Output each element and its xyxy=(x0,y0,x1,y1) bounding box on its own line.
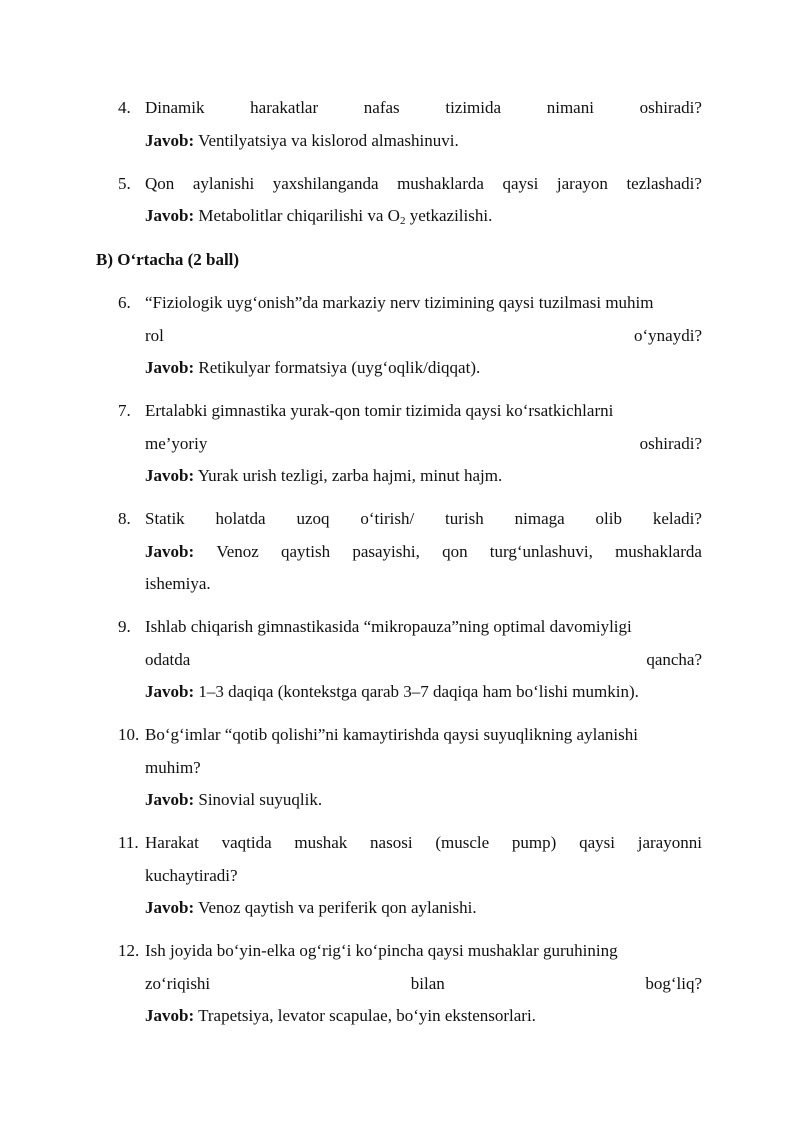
question-number: 10. xyxy=(118,725,140,744)
question-text-line-2: odatda qancha? xyxy=(145,650,702,669)
question-number: 6. xyxy=(118,293,131,312)
answer-label: Javob: xyxy=(145,358,195,377)
answer-label: Javob: xyxy=(145,790,195,809)
question-number: 8. xyxy=(118,509,131,528)
answer-text: Trapetsiya, levator scapulae, bo‘yin ekstensorlari. xyxy=(198,1006,536,1025)
answer-text: Ventilyatsiya va kislorod almashinuvi. xyxy=(198,131,459,150)
question-number: 11. xyxy=(118,833,139,852)
answer-label: Javob: xyxy=(145,466,195,485)
answer xyxy=(145,790,702,810)
question-text-line-1: Harakat vaqtida mushak nasosi (muscle pump) qaysi jarayonni xyxy=(145,833,702,852)
answer xyxy=(145,131,702,151)
question-text-line-2: zo‘riqishi bilan bog‘liq? xyxy=(145,974,702,993)
answer-label: Javob: xyxy=(145,542,195,561)
answer-text-continued: ishemiya. xyxy=(145,574,211,593)
question-text-line-2: kuchaytiradi? xyxy=(145,866,238,885)
question-number: 9. xyxy=(118,617,131,636)
answer-label: Javob: xyxy=(145,1006,195,1025)
answer-text: Venoz qaytish va periferik qon aylanishi. xyxy=(198,898,477,917)
question-text-line-1: “Fiziologik uyg‘onish”da markaziy nerv tizimining qaysi tuzilmasi muhim xyxy=(145,293,654,312)
question-text-line-1: Ertalabki gimnastika yurak-qon tomir tizimida qaysi ko‘rsatkichlarni xyxy=(145,401,614,420)
question-number: 4. xyxy=(118,98,131,117)
question-text-line-1: Bo‘g‘imlar “qotib qolishi”ni kamaytirishda qaysi suyuqlikning aylanishi xyxy=(145,725,638,744)
answer-text: Metabolitlar chiqarilishi va $O_2$ yetkazilishi. xyxy=(198,206,493,227)
question-text-line-2: muhim? xyxy=(145,758,201,777)
answer-label: Javob: xyxy=(145,898,195,917)
answer xyxy=(145,682,702,702)
answer xyxy=(145,358,702,378)
answer-text: Sinovial suyuqlik. xyxy=(198,790,323,809)
question-number: 7. xyxy=(118,401,131,420)
answer-label: Javob: xyxy=(145,131,195,150)
answer xyxy=(145,466,702,486)
question-number: 5. xyxy=(118,174,131,193)
answer xyxy=(145,1006,702,1026)
question-text-line-2: rol o‘ynaydi? xyxy=(145,326,702,345)
answer-label: Javob: xyxy=(145,206,195,225)
question-number: 12. xyxy=(118,941,140,960)
question-text-line-2: me’yoriy oshiradi? xyxy=(145,434,702,453)
answer-text: Yurak urish tezligi, zarba hajmi, minut hajm. xyxy=(197,466,503,485)
question-text-line-1: Ish joyida bo‘yin-elka og‘rig‘i ko‘pincha qaysi mushaklar guruhining xyxy=(145,941,618,960)
answer-label: Javob: xyxy=(145,682,195,701)
question-text: Statik holatda uzoq o‘tirish/ turish nimaga olib keladi? xyxy=(145,509,702,528)
answer: Javob: Venoz qaytish pasayishi, qon turg‘unlashuvi, mushaklarda xyxy=(145,542,702,561)
answer xyxy=(145,206,702,226)
answer-text: 1–3 daqiqa (kontekstga qarab 3–7 daqiqa ham bo‘lishi mumkin). xyxy=(198,682,639,701)
question-text: Dinamik harakatlar nafas tizimida nimani oshiradi? xyxy=(145,98,702,117)
answer-text: Retikulyar formatsiya (uyg‘oqlik/diqqat). xyxy=(198,358,481,377)
section-heading: B) O‘rtacha (2 ball) xyxy=(96,250,240,269)
question-text: Qon aylanishi yaxshilanganda mushaklarda qaysi jarayon tezlashadi? xyxy=(145,174,702,193)
answer xyxy=(145,898,702,918)
question-text-line-1: Ishlab chiqarish gimnastikasida “mikropauza”ning optimal davomiyligi xyxy=(145,617,632,636)
